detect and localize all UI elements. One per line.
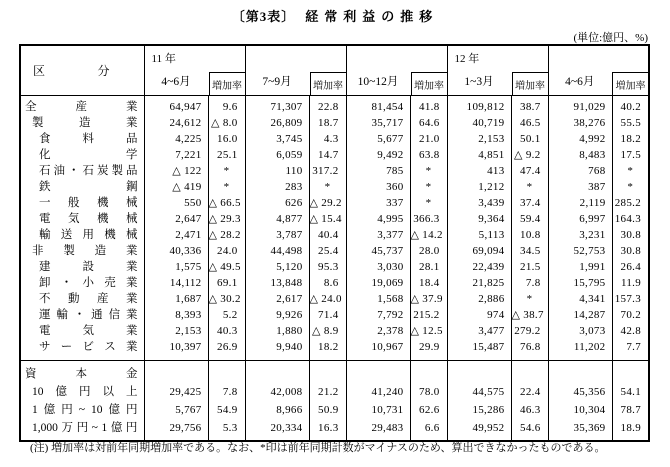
rate-cell: 6.6 [410, 419, 447, 441]
rate-cell: 317.2 [309, 163, 346, 179]
value-cell: 41,240 [346, 383, 410, 401]
table-row [20, 275, 649, 291]
rate-cell: 46.3 [511, 401, 548, 419]
rate-cell: 7.8 [208, 383, 245, 401]
value-cell: 22,439 [447, 259, 511, 275]
rate-cell: 8.6 [309, 275, 346, 291]
rate-cell: △ 30.2 [208, 291, 245, 307]
value-cell: 45,356 [548, 383, 612, 401]
capital-section [20, 361, 649, 442]
rate-cell: 285.2 [612, 195, 649, 211]
rate-cell: 76.8 [511, 339, 548, 361]
value-cell [447, 361, 511, 384]
title-text: 経常利益の推移 [305, 9, 439, 24]
value-cell: 52,753 [548, 243, 612, 259]
value-cell: 21,825 [447, 275, 511, 291]
value-cell: 1,687 [144, 291, 208, 307]
rate-cell: 16.0 [208, 131, 245, 147]
row-label: 一 般 機 械 [20, 195, 144, 211]
rate-cell: 10.8 [511, 227, 548, 243]
rate-cell: 9.6 [208, 96, 245, 116]
rate-column-header: 増加率 [612, 72, 648, 95]
value-cell [144, 361, 208, 384]
value-cell: 8,393 [144, 307, 208, 323]
value-cell: 4,851 [447, 147, 511, 163]
footnote: (注) 増加率は対前年同期増加率である。なお、*印は前年同期計数がマイナスのため、算出できなかったものである。 [30, 442, 606, 454]
rate-cell: 63.8 [410, 147, 447, 163]
value-cell: 8,483 [548, 147, 612, 163]
value-cell: 4,877 [245, 211, 309, 227]
rate-cell: 78.7 [612, 401, 649, 419]
row-label: 電 気 機 械 [20, 211, 144, 227]
value-cell: 9,492 [346, 147, 410, 163]
rate-cell: 18.4 [410, 275, 447, 291]
rate-cell: 64.6 [410, 115, 447, 131]
rate-cell: 11.9 [612, 275, 649, 291]
value-cell: 2,153 [144, 323, 208, 339]
value-cell: 2,153 [447, 131, 511, 147]
rate-column-header: 増加率 [310, 72, 346, 95]
header-row [20, 45, 649, 96]
value-cell: 10,304 [548, 401, 612, 419]
value-cell: 2,378 [346, 323, 410, 339]
table-row [20, 211, 649, 227]
column-group-q1 [144, 45, 245, 96]
value-cell: 337 [346, 195, 410, 211]
value-cell: 1,212 [447, 179, 511, 195]
value-cell: 413 [447, 163, 511, 179]
value-cell: 4,995 [346, 211, 410, 227]
table-row [20, 243, 649, 259]
value-cell: 81,454 [346, 96, 410, 116]
row-label: 鉄 鋼 [20, 179, 144, 195]
value-cell: 42,008 [245, 383, 309, 401]
value-cell: 550 [144, 195, 208, 211]
value-cell: 35,369 [548, 419, 612, 441]
rate-cell: * [511, 291, 548, 307]
rate-cell: * [410, 195, 447, 211]
rate-cell: 22.8 [309, 96, 346, 116]
value-cell: 3,787 [245, 227, 309, 243]
value-cell: 2,886 [447, 291, 511, 307]
row-label: 10 億 円 以 上 [20, 383, 144, 401]
rate-cell: 95.3 [309, 259, 346, 275]
rate-cell: △ 37.9 [410, 291, 447, 307]
row-label: 食 料 品 [20, 131, 144, 147]
value-cell [346, 361, 410, 384]
table-row [20, 131, 649, 147]
value-cell: 40,336 [144, 243, 208, 259]
rate-cell: 18.9 [612, 419, 649, 441]
row-label: 石 油 ・ 石 炭 製 品 [20, 163, 144, 179]
value-cell [245, 361, 309, 384]
value-cell: 10,731 [346, 401, 410, 419]
table-row [20, 291, 649, 307]
rate-cell: 50.9 [309, 401, 346, 419]
rate-cell: △ 29.2 [309, 195, 346, 211]
table-row [20, 323, 649, 339]
rate-cell: 59.4 [511, 211, 548, 227]
value-cell: 3,745 [245, 131, 309, 147]
rate-cell: △ 24.0 [309, 291, 346, 307]
rate-cell: 21.2 [309, 383, 346, 401]
value-cell: 26,809 [245, 115, 309, 131]
rate-cell: 28.1 [410, 259, 447, 275]
period-label: 4~6月 [565, 76, 595, 88]
table-row [20, 96, 649, 116]
rate-cell: △ 15.4 [309, 211, 346, 227]
value-cell: 1,880 [245, 323, 309, 339]
rate-cell: 54.1 [612, 383, 649, 401]
value-cell: 2,119 [548, 195, 612, 211]
table-row [20, 163, 649, 179]
row-label: 電 気 業 [20, 323, 144, 339]
value-cell: 45,737 [346, 243, 410, 259]
table-row [20, 383, 649, 401]
value-cell: 8,966 [245, 401, 309, 419]
rate-cell: 5.2 [208, 307, 245, 323]
rate-cell: 25.1 [208, 147, 245, 163]
rate-cell: * [208, 179, 245, 195]
value-cell: 4,225 [144, 131, 208, 147]
rate-cell [612, 361, 649, 384]
column-group-q5 [548, 45, 649, 96]
row-label: 資 本 金 [20, 361, 144, 384]
value-cell: 3,439 [447, 195, 511, 211]
value-cell: 1,991 [548, 259, 612, 275]
value-cell: 4,992 [548, 131, 612, 147]
rate-cell: 37.4 [511, 195, 548, 211]
rate-cell: 18.7 [309, 115, 346, 131]
table-row [20, 307, 649, 323]
value-cell: 13,848 [245, 275, 309, 291]
rate-cell: 7.8 [511, 275, 548, 291]
value-cell: 6,997 [548, 211, 612, 227]
value-cell: 6,059 [245, 147, 309, 163]
row-label: 不 動 産 業 [20, 291, 144, 307]
value-cell: 40,719 [447, 115, 511, 131]
rate-cell: 24.0 [208, 243, 245, 259]
rate-cell: △ 8.9 [309, 323, 346, 339]
rate-cell: * [612, 179, 649, 195]
column-group-q2 [245, 45, 346, 96]
table-row [20, 419, 649, 441]
rate-cell: 40.4 [309, 227, 346, 243]
value-cell [548, 361, 612, 384]
period-label: 4~6月 [161, 76, 191, 88]
row-label: サ ー ビ ス 業 [20, 339, 144, 361]
industry-section [20, 96, 649, 361]
value-cell: 9,940 [245, 339, 309, 361]
rate-cell: 279.2 [511, 323, 548, 339]
year-label: 11 年 [151, 53, 176, 65]
value-cell: 20,334 [245, 419, 309, 441]
rate-column-header: 増加率 [209, 72, 245, 95]
value-cell: 49,952 [447, 419, 511, 441]
value-cell: 4,341 [548, 291, 612, 307]
value-cell: 9,926 [245, 307, 309, 323]
rate-cell: 28.0 [410, 243, 447, 259]
value-cell: 785 [346, 163, 410, 179]
rate-cell: 30.8 [612, 243, 649, 259]
rate-cell: 164.3 [612, 211, 649, 227]
rate-cell: △ 66.5 [208, 195, 245, 211]
rate-cell: 30.8 [612, 227, 649, 243]
rate-cell: △ 9.2 [511, 147, 548, 163]
value-cell: 35,717 [346, 115, 410, 131]
rate-column-header: 増加率 [512, 72, 548, 95]
rate-cell: 29.9 [410, 339, 447, 361]
row-label: 製 造 業 [20, 115, 144, 131]
rate-cell: 25.4 [309, 243, 346, 259]
period-label: 7~9月 [262, 76, 292, 88]
value-cell: 5,677 [346, 131, 410, 147]
rate-cell [208, 361, 245, 384]
rate-cell: 366.3 [410, 211, 447, 227]
rate-cell: △ 38.7 [511, 307, 548, 323]
year-label: 12 年 [454, 53, 480, 65]
table-row [20, 147, 649, 163]
rate-cell: △ 12.5 [410, 323, 447, 339]
value-cell: 2,647 [144, 211, 208, 227]
rate-cell: * [410, 179, 447, 195]
rate-cell: 22.4 [511, 383, 548, 401]
value-cell: 29,756 [144, 419, 208, 441]
row-label: 建 設 業 [20, 259, 144, 275]
rate-cell: 26.4 [612, 259, 649, 275]
value-cell: 14,287 [548, 307, 612, 323]
table-row [20, 361, 649, 384]
rate-cell: 69.1 [208, 275, 245, 291]
value-cell: 24,612 [144, 115, 208, 131]
rate-cell: 18.2 [612, 131, 649, 147]
rate-cell: 16.3 [309, 419, 346, 441]
page-title [0, 6, 670, 25]
rate-cell: 54.9 [208, 401, 245, 419]
value-cell: 3,377 [346, 227, 410, 243]
rate-cell: 54.6 [511, 419, 548, 441]
rate-cell: * [410, 163, 447, 179]
value-cell: 283 [245, 179, 309, 195]
rate-cell: 26.9 [208, 339, 245, 361]
rate-cell: 5.3 [208, 419, 245, 441]
rate-cell [511, 361, 548, 384]
value-cell: 768 [548, 163, 612, 179]
value-cell: 38,276 [548, 115, 612, 131]
value-cell: 3,073 [548, 323, 612, 339]
rate-cell: 18.2 [309, 339, 346, 361]
profit-trend-table [19, 44, 650, 442]
value-cell: △ 122 [144, 163, 208, 179]
rate-cell: 14.7 [309, 147, 346, 163]
value-cell: 44,498 [245, 243, 309, 259]
rate-cell: 46.5 [511, 115, 548, 131]
rate-cell: 62.6 [410, 401, 447, 419]
table-row [20, 339, 649, 361]
table-number-label: 〔第3表〕 [231, 9, 296, 24]
value-cell: 15,795 [548, 275, 612, 291]
value-cell: 360 [346, 179, 410, 195]
category-header-cell [20, 45, 144, 96]
table-row [20, 401, 649, 419]
rate-cell [410, 361, 447, 384]
rate-cell: 41.8 [410, 96, 447, 116]
rate-cell: △ 49.5 [208, 259, 245, 275]
value-cell: 10,967 [346, 339, 410, 361]
table-row [20, 195, 649, 211]
rate-cell: 21.0 [410, 131, 447, 147]
value-cell: △ 419 [144, 179, 208, 195]
table-row [20, 179, 649, 195]
rate-cell: △ 8.0 [208, 115, 245, 131]
value-cell: 15,487 [447, 339, 511, 361]
rate-cell: △ 28.2 [208, 227, 245, 243]
rate-cell: * [208, 163, 245, 179]
value-cell: 5,120 [245, 259, 309, 275]
rate-cell: △ 14.2 [410, 227, 447, 243]
value-cell: 974 [447, 307, 511, 323]
rate-cell: △ 29.3 [208, 211, 245, 227]
value-cell: 3,030 [346, 259, 410, 275]
row-label: 卸 ・ 小 売 業 [20, 275, 144, 291]
value-cell: 44,575 [447, 383, 511, 401]
period-label: 10~12月 [357, 76, 399, 88]
value-cell: 110 [245, 163, 309, 179]
value-cell: 9,364 [447, 211, 511, 227]
row-label: 輸 送 用 機 械 [20, 227, 144, 243]
row-label: 1 億 円 ~ 10 億 円 [20, 401, 144, 419]
rate-cell: 71.4 [309, 307, 346, 323]
row-label: 化 学 [20, 147, 144, 163]
value-cell: 29,425 [144, 383, 208, 401]
value-cell: 11,202 [548, 339, 612, 361]
rate-column-header: 増加率 [411, 72, 447, 95]
column-group-q3 [346, 45, 447, 96]
value-cell: 1,568 [346, 291, 410, 307]
value-cell: 64,947 [144, 96, 208, 116]
rate-cell: 40.2 [612, 96, 649, 116]
row-label: 非 製 造 業 [20, 243, 144, 259]
rate-cell: 34.5 [511, 243, 548, 259]
rate-cell: 40.3 [208, 323, 245, 339]
value-cell: 626 [245, 195, 309, 211]
rate-cell: 215.2 [410, 307, 447, 323]
row-label: 1,000 万 円 ~ 1 億 円 [20, 419, 144, 441]
value-cell: 14,112 [144, 275, 208, 291]
value-cell: 71,307 [245, 96, 309, 116]
value-cell: 387 [548, 179, 612, 195]
value-cell: 29,483 [346, 419, 410, 441]
rate-cell: 4.3 [309, 131, 346, 147]
rate-cell: 17.5 [612, 147, 649, 163]
row-label: 運 輸 ・ 通 信 業 [20, 307, 144, 323]
rate-cell: * [612, 163, 649, 179]
value-cell: 15,286 [447, 401, 511, 419]
value-cell: 69,094 [447, 243, 511, 259]
rate-cell: 157.3 [612, 291, 649, 307]
rate-cell [309, 361, 346, 384]
category-header-label: 区 分 [33, 64, 110, 78]
value-cell: 2,471 [144, 227, 208, 243]
value-cell: 19,069 [346, 275, 410, 291]
rate-cell: 55.5 [612, 115, 649, 131]
table-row [20, 115, 649, 131]
value-cell: 5,113 [447, 227, 511, 243]
rate-cell: 50.1 [511, 131, 548, 147]
rate-cell: 38.7 [511, 96, 548, 116]
value-cell: 7,221 [144, 147, 208, 163]
column-group-q4 [447, 45, 548, 96]
rate-cell: 7.7 [612, 339, 649, 361]
value-cell: 109,812 [447, 96, 511, 116]
rate-cell: * [511, 179, 548, 195]
value-cell: 10,397 [144, 339, 208, 361]
value-cell: 3,231 [548, 227, 612, 243]
table-row [20, 227, 649, 243]
rate-cell: 47.4 [511, 163, 548, 179]
value-cell: 5,767 [144, 401, 208, 419]
row-label: 全 産 業 [20, 96, 144, 116]
value-cell: 1,575 [144, 259, 208, 275]
unit-note: (単位:億円、%) [573, 32, 648, 44]
rate-cell: 70.2 [612, 307, 649, 323]
value-cell: 7,792 [346, 307, 410, 323]
value-cell: 3,477 [447, 323, 511, 339]
period-label: 1~3月 [464, 76, 494, 88]
value-cell: 2,617 [245, 291, 309, 307]
rate-cell: 42.8 [612, 323, 649, 339]
rate-cell: 21.5 [511, 259, 548, 275]
table-row [20, 259, 649, 275]
rate-cell: 78.0 [410, 383, 447, 401]
value-cell: 91,029 [548, 96, 612, 116]
rate-cell: * [309, 179, 346, 195]
